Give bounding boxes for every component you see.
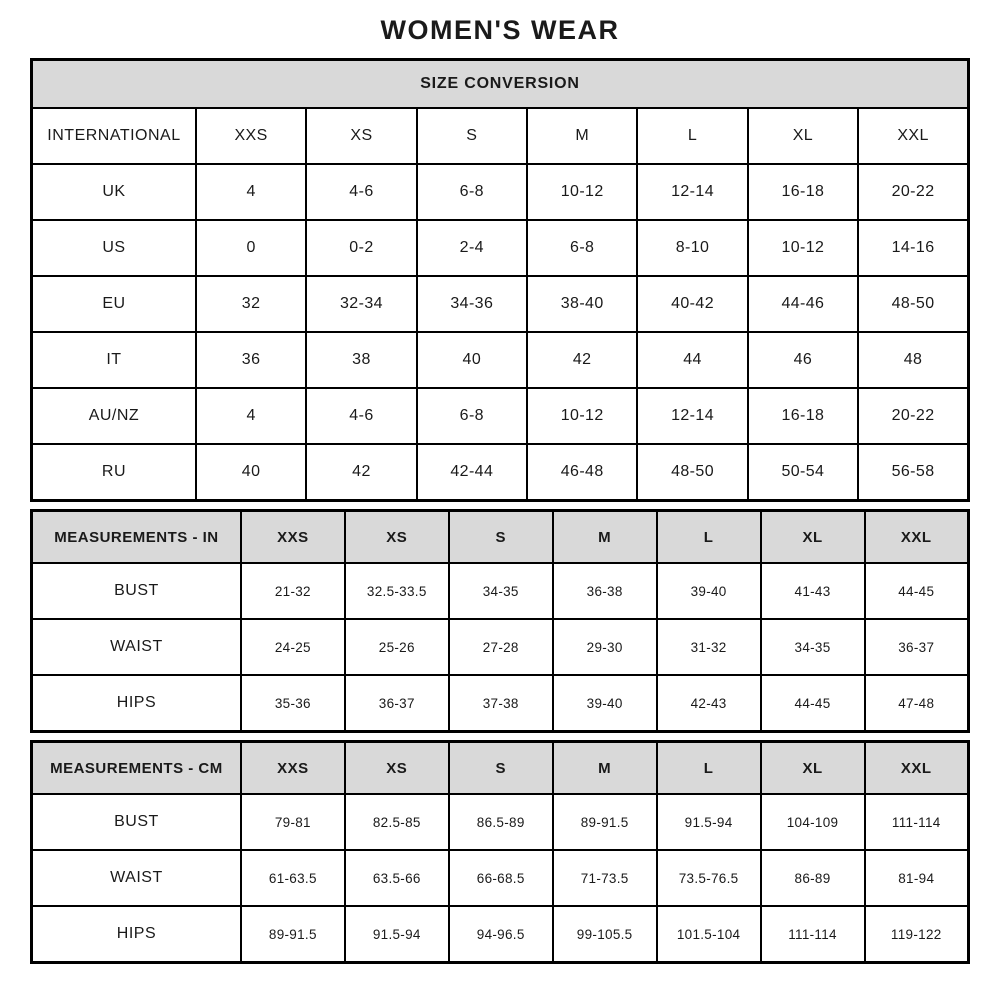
col-header-s: S [417, 108, 527, 164]
row-label-us: US [32, 220, 196, 276]
value-cell: 91.5-94 [345, 906, 449, 963]
col-header-xs: XS [345, 742, 449, 795]
value-cell: 16-18 [748, 388, 858, 444]
value-cell: 86.5-89 [449, 794, 553, 850]
table-row-it [32, 332, 969, 388]
table-row-us [32, 220, 969, 276]
section-gap [0, 733, 1000, 740]
value-cell: 42 [306, 444, 416, 501]
value-cell: 24-25 [241, 619, 345, 675]
value-cell: 104-109 [761, 794, 865, 850]
col-header-xxs: XXS [196, 108, 306, 164]
col-header-xxl: XXL [865, 511, 969, 564]
value-cell: 89-91.5 [241, 906, 345, 963]
value-cell: 12-14 [637, 388, 747, 444]
col-header-l: L [657, 742, 761, 795]
value-cell: 66-68.5 [449, 850, 553, 906]
row-label-ru: RU [32, 444, 196, 501]
value-cell: 56-58 [858, 444, 968, 501]
value-cell: 101.5-104 [657, 906, 761, 963]
value-cell: 4-6 [306, 388, 416, 444]
col-header-xl: XL [748, 108, 858, 164]
value-cell: 39-40 [657, 563, 761, 619]
value-cell: 21-32 [241, 563, 345, 619]
value-cell: 61-63.5 [241, 850, 345, 906]
value-cell: 42-44 [417, 444, 527, 501]
col-header-xs: XS [306, 108, 416, 164]
value-cell: 48-50 [637, 444, 747, 501]
value-cell: 91.5-94 [657, 794, 761, 850]
value-cell: 73.5-76.5 [657, 850, 761, 906]
value-cell: 8-10 [637, 220, 747, 276]
row-label-aunz: AU/NZ [32, 388, 196, 444]
value-cell: 38-40 [527, 276, 637, 332]
value-cell: 41-43 [761, 563, 865, 619]
value-cell: 38 [306, 332, 416, 388]
value-cell: 46-48 [527, 444, 637, 501]
value-cell: 32-34 [306, 276, 416, 332]
value-cell: 36-37 [345, 675, 449, 732]
col-header-xxl: XXL [865, 742, 969, 795]
table-row-ru [32, 444, 969, 501]
col-header-m: M [553, 511, 657, 564]
value-cell: 94-96.5 [449, 906, 553, 963]
value-cell: 63.5-66 [345, 850, 449, 906]
value-cell: 36-38 [553, 563, 657, 619]
value-cell: 89-91.5 [553, 794, 657, 850]
value-cell: 2-4 [417, 220, 527, 276]
row-label-uk: UK [32, 164, 196, 220]
col-header-xl: XL [761, 742, 865, 795]
value-cell: 34-35 [449, 563, 553, 619]
col-header-xxs: XXS [241, 742, 345, 795]
value-cell: 71-73.5 [553, 850, 657, 906]
row-label-bust: BUST [32, 794, 241, 850]
table-row-bust [32, 794, 969, 850]
row-label-hips: HIPS [32, 906, 241, 963]
value-cell: 20-22 [858, 388, 968, 444]
value-cell: 119-122 [865, 906, 969, 963]
row-label-waist: WAIST [32, 619, 241, 675]
value-cell: 81-94 [865, 850, 969, 906]
value-cell: 40-42 [637, 276, 747, 332]
value-cell: 111-114 [761, 906, 865, 963]
value-cell: 27-28 [449, 619, 553, 675]
column-header-row [32, 108, 969, 164]
section-gap [0, 502, 1000, 509]
value-cell: 46 [748, 332, 858, 388]
value-cell: 79-81 [241, 794, 345, 850]
page-title: WOMEN'S WEAR [380, 15, 620, 45]
value-cell: 20-22 [858, 164, 968, 220]
value-cell: 10-12 [527, 388, 637, 444]
table-title-row [32, 60, 969, 109]
table-row-hips [32, 906, 969, 963]
col-header-xs: XS [345, 511, 449, 564]
table-row-hips [32, 675, 969, 732]
column-header-row [32, 511, 969, 564]
measurements-cm-header: MEASUREMENTS - CM [32, 742, 241, 795]
value-cell: 6-8 [417, 164, 527, 220]
col-header-s: S [449, 742, 553, 795]
value-cell: 4 [196, 388, 306, 444]
value-cell: 50-54 [748, 444, 858, 501]
value-cell: 16-18 [748, 164, 858, 220]
col-header-xxs: XXS [241, 511, 345, 564]
value-cell: 42-43 [657, 675, 761, 732]
value-cell: 6-8 [417, 388, 527, 444]
value-cell: 31-32 [657, 619, 761, 675]
value-cell: 0-2 [306, 220, 416, 276]
col-header-xxl: XXL [858, 108, 968, 164]
value-cell: 4-6 [306, 164, 416, 220]
value-cell: 40 [417, 332, 527, 388]
value-cell: 25-26 [345, 619, 449, 675]
col-header-m: M [527, 108, 637, 164]
value-cell: 44-46 [748, 276, 858, 332]
value-cell: 4 [196, 164, 306, 220]
measurements-in-header: MEASUREMENTS - IN [32, 511, 241, 564]
value-cell: 35-36 [241, 675, 345, 732]
value-cell: 32 [196, 276, 306, 332]
value-cell: 37-38 [449, 675, 553, 732]
value-cell: 34-36 [417, 276, 527, 332]
value-cell: 48 [858, 332, 968, 388]
row-label-eu: EU [32, 276, 196, 332]
value-cell: 10-12 [527, 164, 637, 220]
value-cell: 47-48 [865, 675, 969, 732]
value-cell: 44-45 [761, 675, 865, 732]
table-row-waist [32, 850, 969, 906]
measurements-cm-table [30, 740, 970, 964]
value-cell: 34-35 [761, 619, 865, 675]
value-cell: 42 [527, 332, 637, 388]
value-cell: 40 [196, 444, 306, 501]
value-cell: 39-40 [553, 675, 657, 732]
col-header-xl: XL [761, 511, 865, 564]
value-cell: 0 [196, 220, 306, 276]
table-row-uk [32, 164, 969, 220]
table-row-aunz [32, 388, 969, 444]
value-cell: 10-12 [748, 220, 858, 276]
col-header-l: L [637, 108, 747, 164]
value-cell: 44 [637, 332, 747, 388]
value-cell: 36 [196, 332, 306, 388]
value-cell: 12-14 [637, 164, 747, 220]
value-cell: 86-89 [761, 850, 865, 906]
value-cell: 99-105.5 [553, 906, 657, 963]
col-header-l: L [657, 511, 761, 564]
table-row-waist [32, 619, 969, 675]
col-header-international: INTERNATIONAL [32, 108, 196, 164]
value-cell: 111-114 [865, 794, 969, 850]
value-cell: 32.5-33.5 [345, 563, 449, 619]
value-cell: 48-50 [858, 276, 968, 332]
value-cell: 29-30 [553, 619, 657, 675]
row-label-it: IT [32, 332, 196, 388]
row-label-hips: HIPS [32, 675, 241, 732]
value-cell: 36-37 [865, 619, 969, 675]
column-header-row [32, 742, 969, 795]
row-label-bust: BUST [32, 563, 241, 619]
value-cell: 6-8 [527, 220, 637, 276]
table-row-bust [32, 563, 969, 619]
table-row-eu [32, 276, 969, 332]
size-conversion-header: SIZE CONVERSION [32, 60, 969, 109]
value-cell: 44-45 [865, 563, 969, 619]
value-cell: 82.5-85 [345, 794, 449, 850]
col-header-s: S [449, 511, 553, 564]
measurements-in-table [30, 509, 970, 733]
col-header-m: M [553, 742, 657, 795]
size-conversion-table [30, 58, 970, 502]
value-cell: 14-16 [858, 220, 968, 276]
row-label-waist: WAIST [32, 850, 241, 906]
